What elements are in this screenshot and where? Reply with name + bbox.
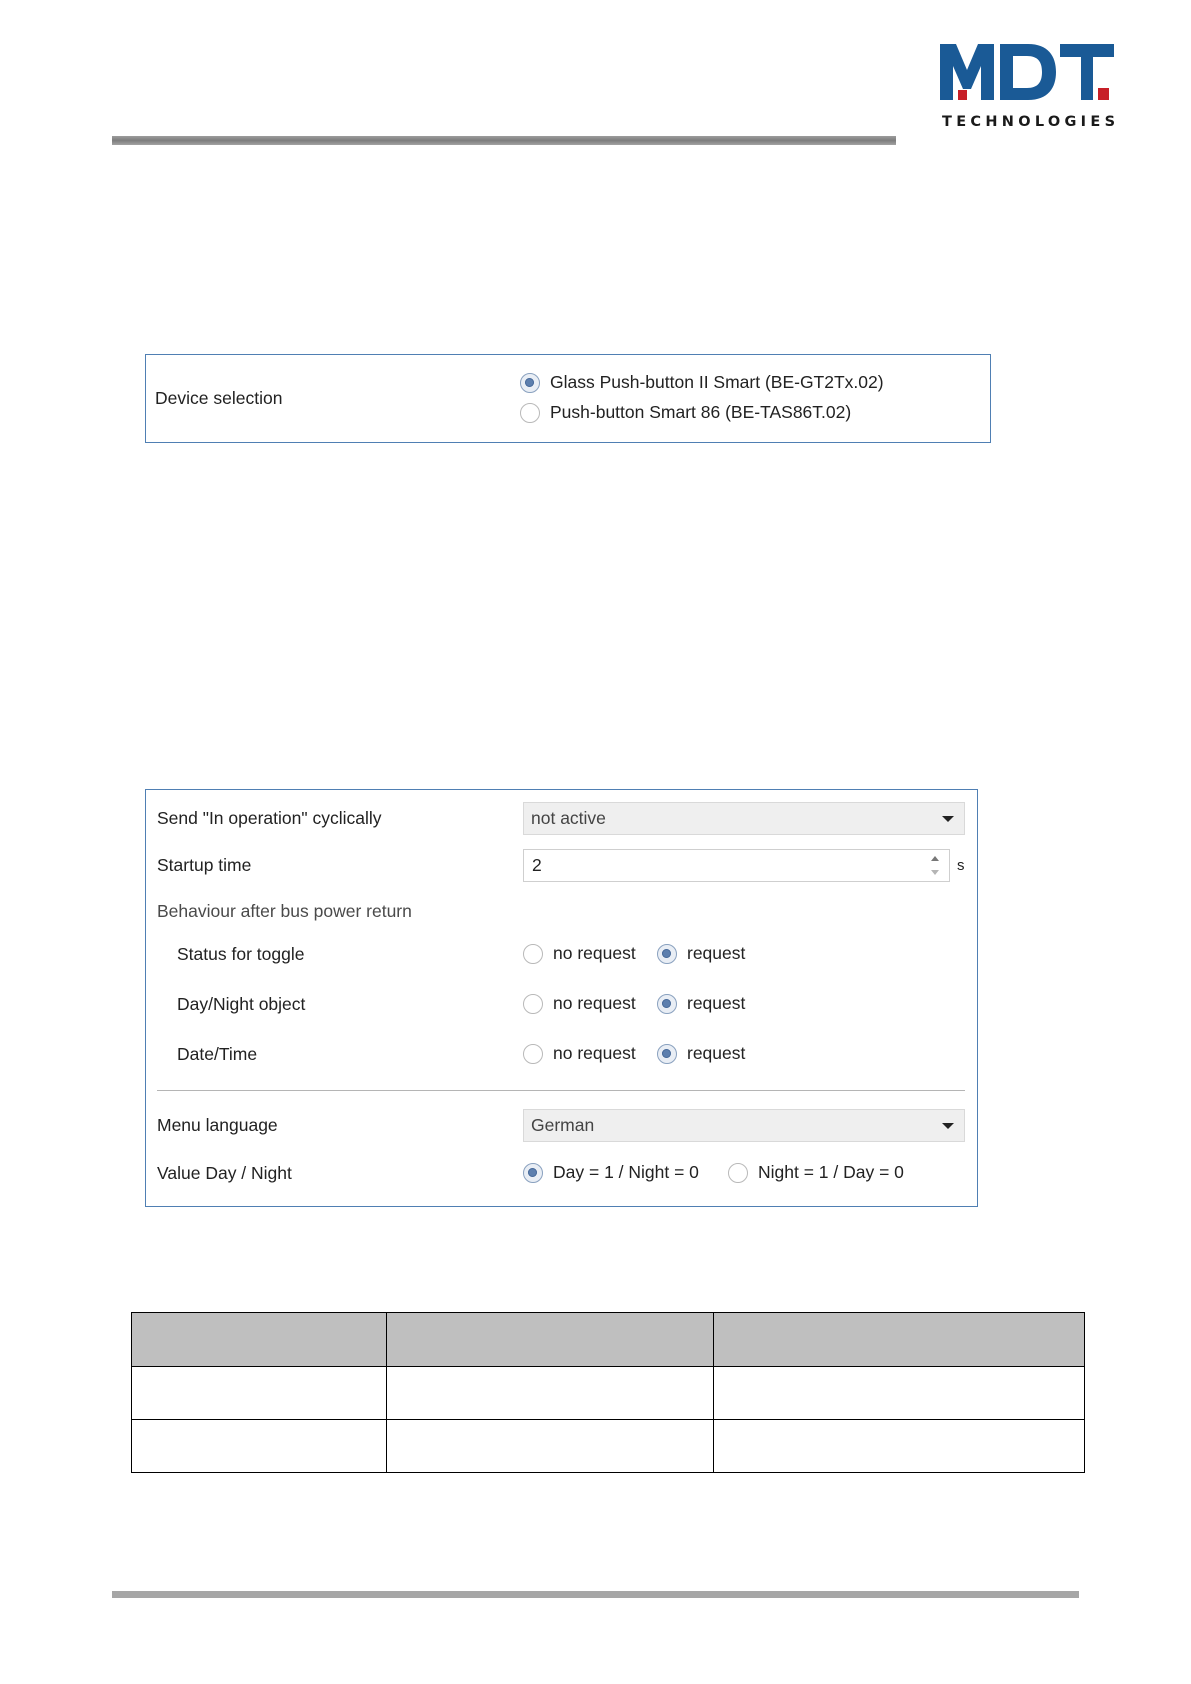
send-in-operation-label: Send "In operation" cyclically xyxy=(157,808,382,828)
section-divider xyxy=(157,1090,965,1091)
table-row xyxy=(132,1367,1085,1420)
device-selection-label: Device selection xyxy=(155,388,283,408)
day-night-request[interactable] xyxy=(657,993,745,1014)
footer-rule xyxy=(112,1591,1079,1598)
option-label: no request xyxy=(553,943,636,963)
radio-unselected-icon[interactable] xyxy=(520,403,540,423)
status-toggle-label: Status for toggle xyxy=(177,944,305,964)
radio-unselected-icon[interactable] xyxy=(523,944,543,964)
table-header-cell xyxy=(132,1313,387,1367)
device-option-label: Push-button Smart 86 (BE-TAS86T.02) xyxy=(550,402,852,422)
chevron-down-icon[interactable] xyxy=(942,816,954,822)
option-label: no request xyxy=(553,1043,636,1063)
status-toggle-request[interactable] xyxy=(657,943,745,964)
table-cell xyxy=(714,1420,1085,1473)
dropdown-value: German xyxy=(531,1115,595,1135)
radio-selected-icon[interactable] xyxy=(523,1163,543,1183)
header-rule xyxy=(112,136,896,145)
day-1-night-0-option[interactable] xyxy=(523,1162,699,1183)
status-toggle-no-request[interactable] xyxy=(523,943,636,964)
spin-down-icon[interactable] xyxy=(931,870,939,875)
radio-selected-icon[interactable] xyxy=(657,944,677,964)
table-header-cell xyxy=(714,1313,1085,1367)
date-time-label: Date/Time xyxy=(177,1044,258,1064)
chevron-down-icon[interactable] xyxy=(942,1123,954,1129)
general-settings-panel xyxy=(145,789,978,1207)
menu-language-dropdown[interactable] xyxy=(523,1109,965,1142)
date-time-request[interactable] xyxy=(657,1043,745,1064)
startup-time-value: 2 xyxy=(532,855,542,875)
table-cell xyxy=(386,1367,714,1420)
behaviour-heading: Behaviour after bus power return xyxy=(157,901,412,921)
option-label: request xyxy=(687,993,746,1013)
table-cell xyxy=(386,1420,714,1473)
radio-selected-icon[interactable] xyxy=(520,373,540,393)
table-cell xyxy=(132,1367,387,1420)
night-1-day-0-option[interactable] xyxy=(728,1162,904,1183)
mdt-logo-mark xyxy=(940,44,1114,102)
radio-unselected-icon[interactable] xyxy=(523,1044,543,1064)
radio-unselected-icon[interactable] xyxy=(728,1163,748,1183)
table-cell xyxy=(132,1420,387,1473)
device-option-pushbutton-86[interactable] xyxy=(520,402,851,423)
table-header-cell xyxy=(386,1313,714,1367)
info-table xyxy=(131,1312,1085,1473)
radio-unselected-icon[interactable] xyxy=(523,994,543,1014)
logo-subtitle: TECHNOLOGIES xyxy=(942,114,1120,130)
startup-time-unit: s xyxy=(957,857,965,874)
startup-time-label: Startup time xyxy=(157,855,252,875)
table-header-row xyxy=(132,1313,1085,1367)
startup-time-input[interactable] xyxy=(523,849,950,882)
device-selection-panel xyxy=(145,354,991,443)
table-row xyxy=(132,1420,1085,1473)
option-label: request xyxy=(687,1043,746,1063)
device-option-label: Glass Push-button II Smart (BE-GT2Tx.02) xyxy=(550,372,884,392)
table-cell xyxy=(714,1367,1085,1420)
day-night-object-label: Day/Night object xyxy=(177,994,306,1014)
option-label: Day = 1 / Night = 0 xyxy=(553,1162,699,1182)
menu-language-label: Menu language xyxy=(157,1115,278,1135)
option-label: request xyxy=(687,943,746,963)
day-night-no-request[interactable] xyxy=(523,993,636,1014)
radio-selected-icon[interactable] xyxy=(657,1044,677,1064)
option-label: Night = 1 / Day = 0 xyxy=(758,1162,904,1182)
option-label: no request xyxy=(553,993,636,1013)
send-in-operation-dropdown[interactable] xyxy=(523,802,965,835)
radio-selected-icon[interactable] xyxy=(657,994,677,1014)
value-day-night-label: Value Day / Night xyxy=(157,1163,292,1183)
date-time-no-request[interactable] xyxy=(523,1043,636,1064)
spin-up-icon[interactable] xyxy=(931,856,939,861)
device-option-glass-pushbutton[interactable] xyxy=(520,372,884,393)
mdt-logo xyxy=(940,44,1118,136)
dropdown-value: not active xyxy=(531,808,606,828)
